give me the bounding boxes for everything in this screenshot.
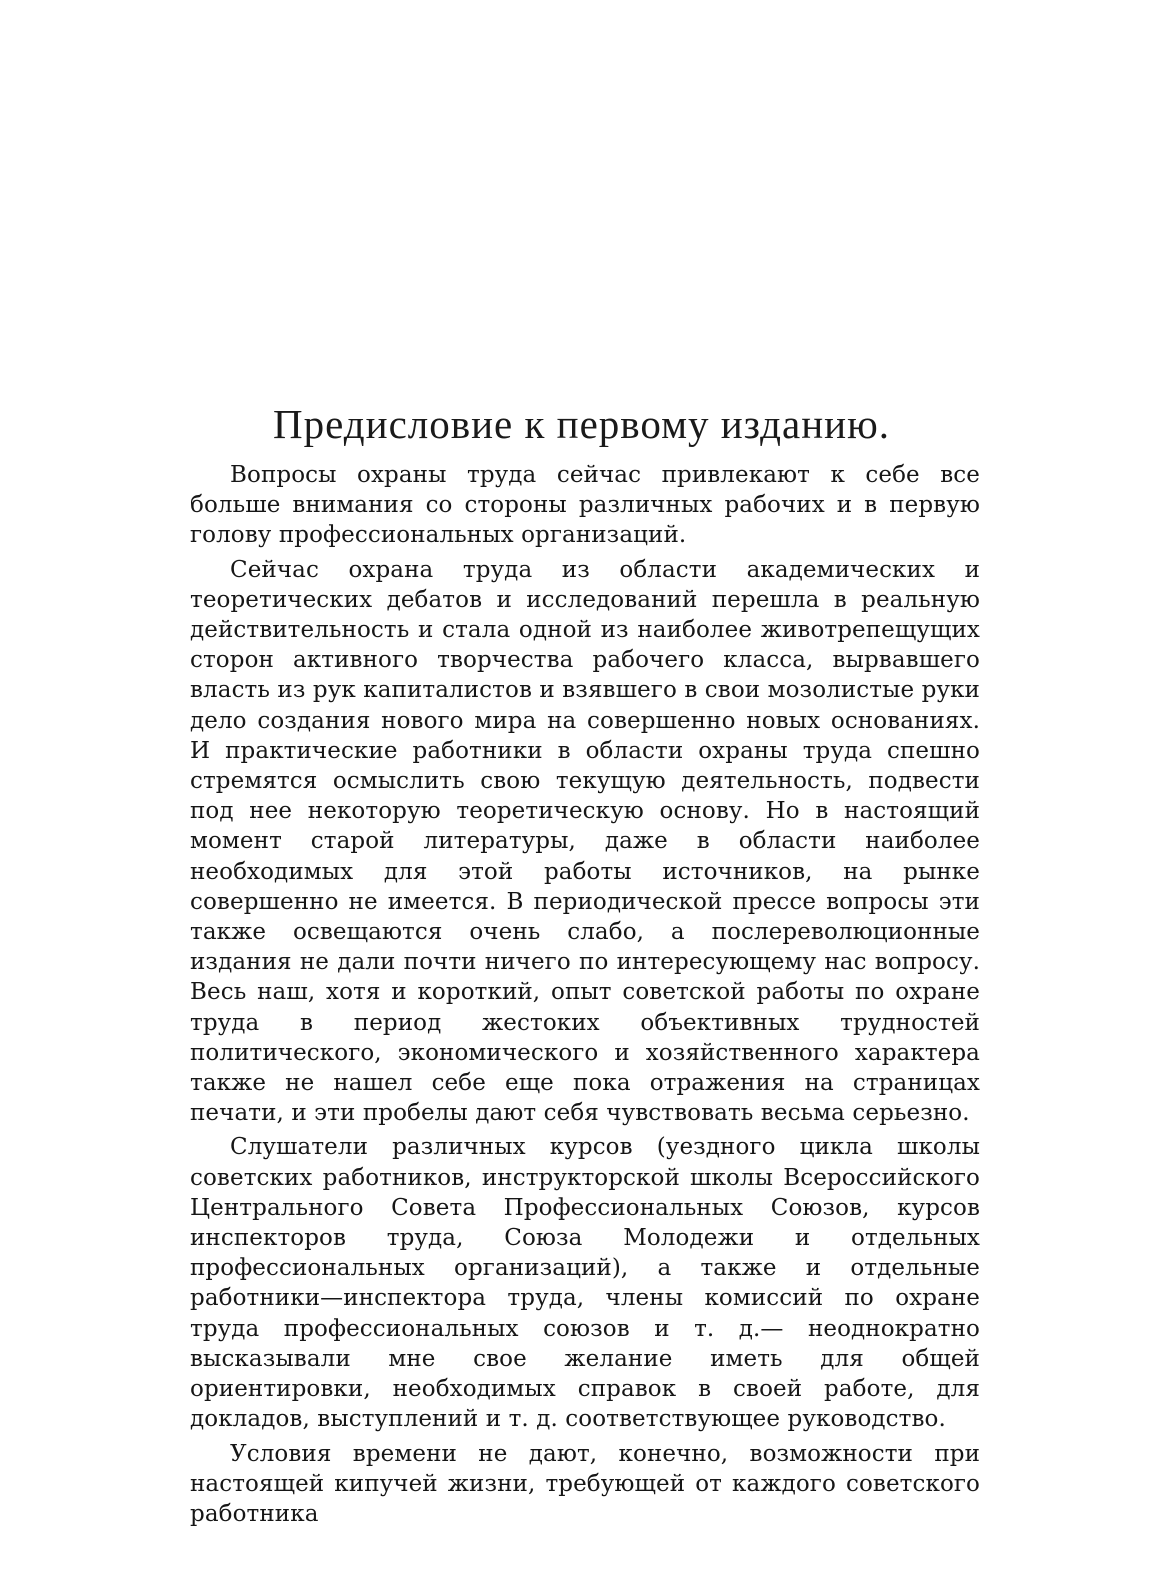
paragraph-3: Слушатели различных курсов (уездного цикла школы советских работников, инструкторской школы Всероссийского Центрального Совета Профессиональных Союзов, курсов инспекторов труда, Союза Молодежи и отдельных профессиональных организаций), а также и отдельные работники—инспектора труда, члены комиссий по охране труда профессиональных союзов и т. д.— неоднократно высказывали мне свое желание иметь для общей ориентировки, необходимых справок в своей работе, для докладов, выступлений и т. д. соответствующее руководство. (190, 1134, 980, 1433)
paragraph-2: Сейчас охрана труда из области академических и теоретических дебатов и исследований перешла в реальную действительность и стала одной из наиболее животрепещущих сторон активного творчества рабочего класса, вырвавшего власть из рук капиталистов и взявшего в свои мозолистые руки дело создания нового мира на совершенно новых основаниях. И практические работники в области охраны труда спешно стремятся осмыслить свою текущую деятельность, подвести под нее некоторую теоретическую основу. Но в настоящий момент старой литературы, даже в области наиболее необходимых для этой работы источников, на рынке совершенно не имеется. В периодической прессе вопросы эти также освещаются очень слабо, а послереволюционные издания не дали почти ничего по интересующему нас вопросу. Весь наш, хотя и короткий, опыт советской работы по охране труда в период жестоких объективных трудностей политического, экономического и хозяйственного характера также не нашел себе еще пока отражения на страницах печати, и эти пробелы дают себя чувствовать весьма серьезно. (190, 556, 980, 1127)
paragraph-4: Условия времени не дают, конечно, возможности при настоящей кипучей жизни, требующей от каждого советского работника (190, 1440, 980, 1527)
paragraph-1: Вопросы охраны труда сейчас привлекают к себе все больше внимания со стороны различных рабочих и в первую голову профессиональных организаций. (190, 462, 980, 549)
page-title: Предисловие к первому изданию. (273, 401, 890, 447)
body-text (190, 460, 980, 1533)
